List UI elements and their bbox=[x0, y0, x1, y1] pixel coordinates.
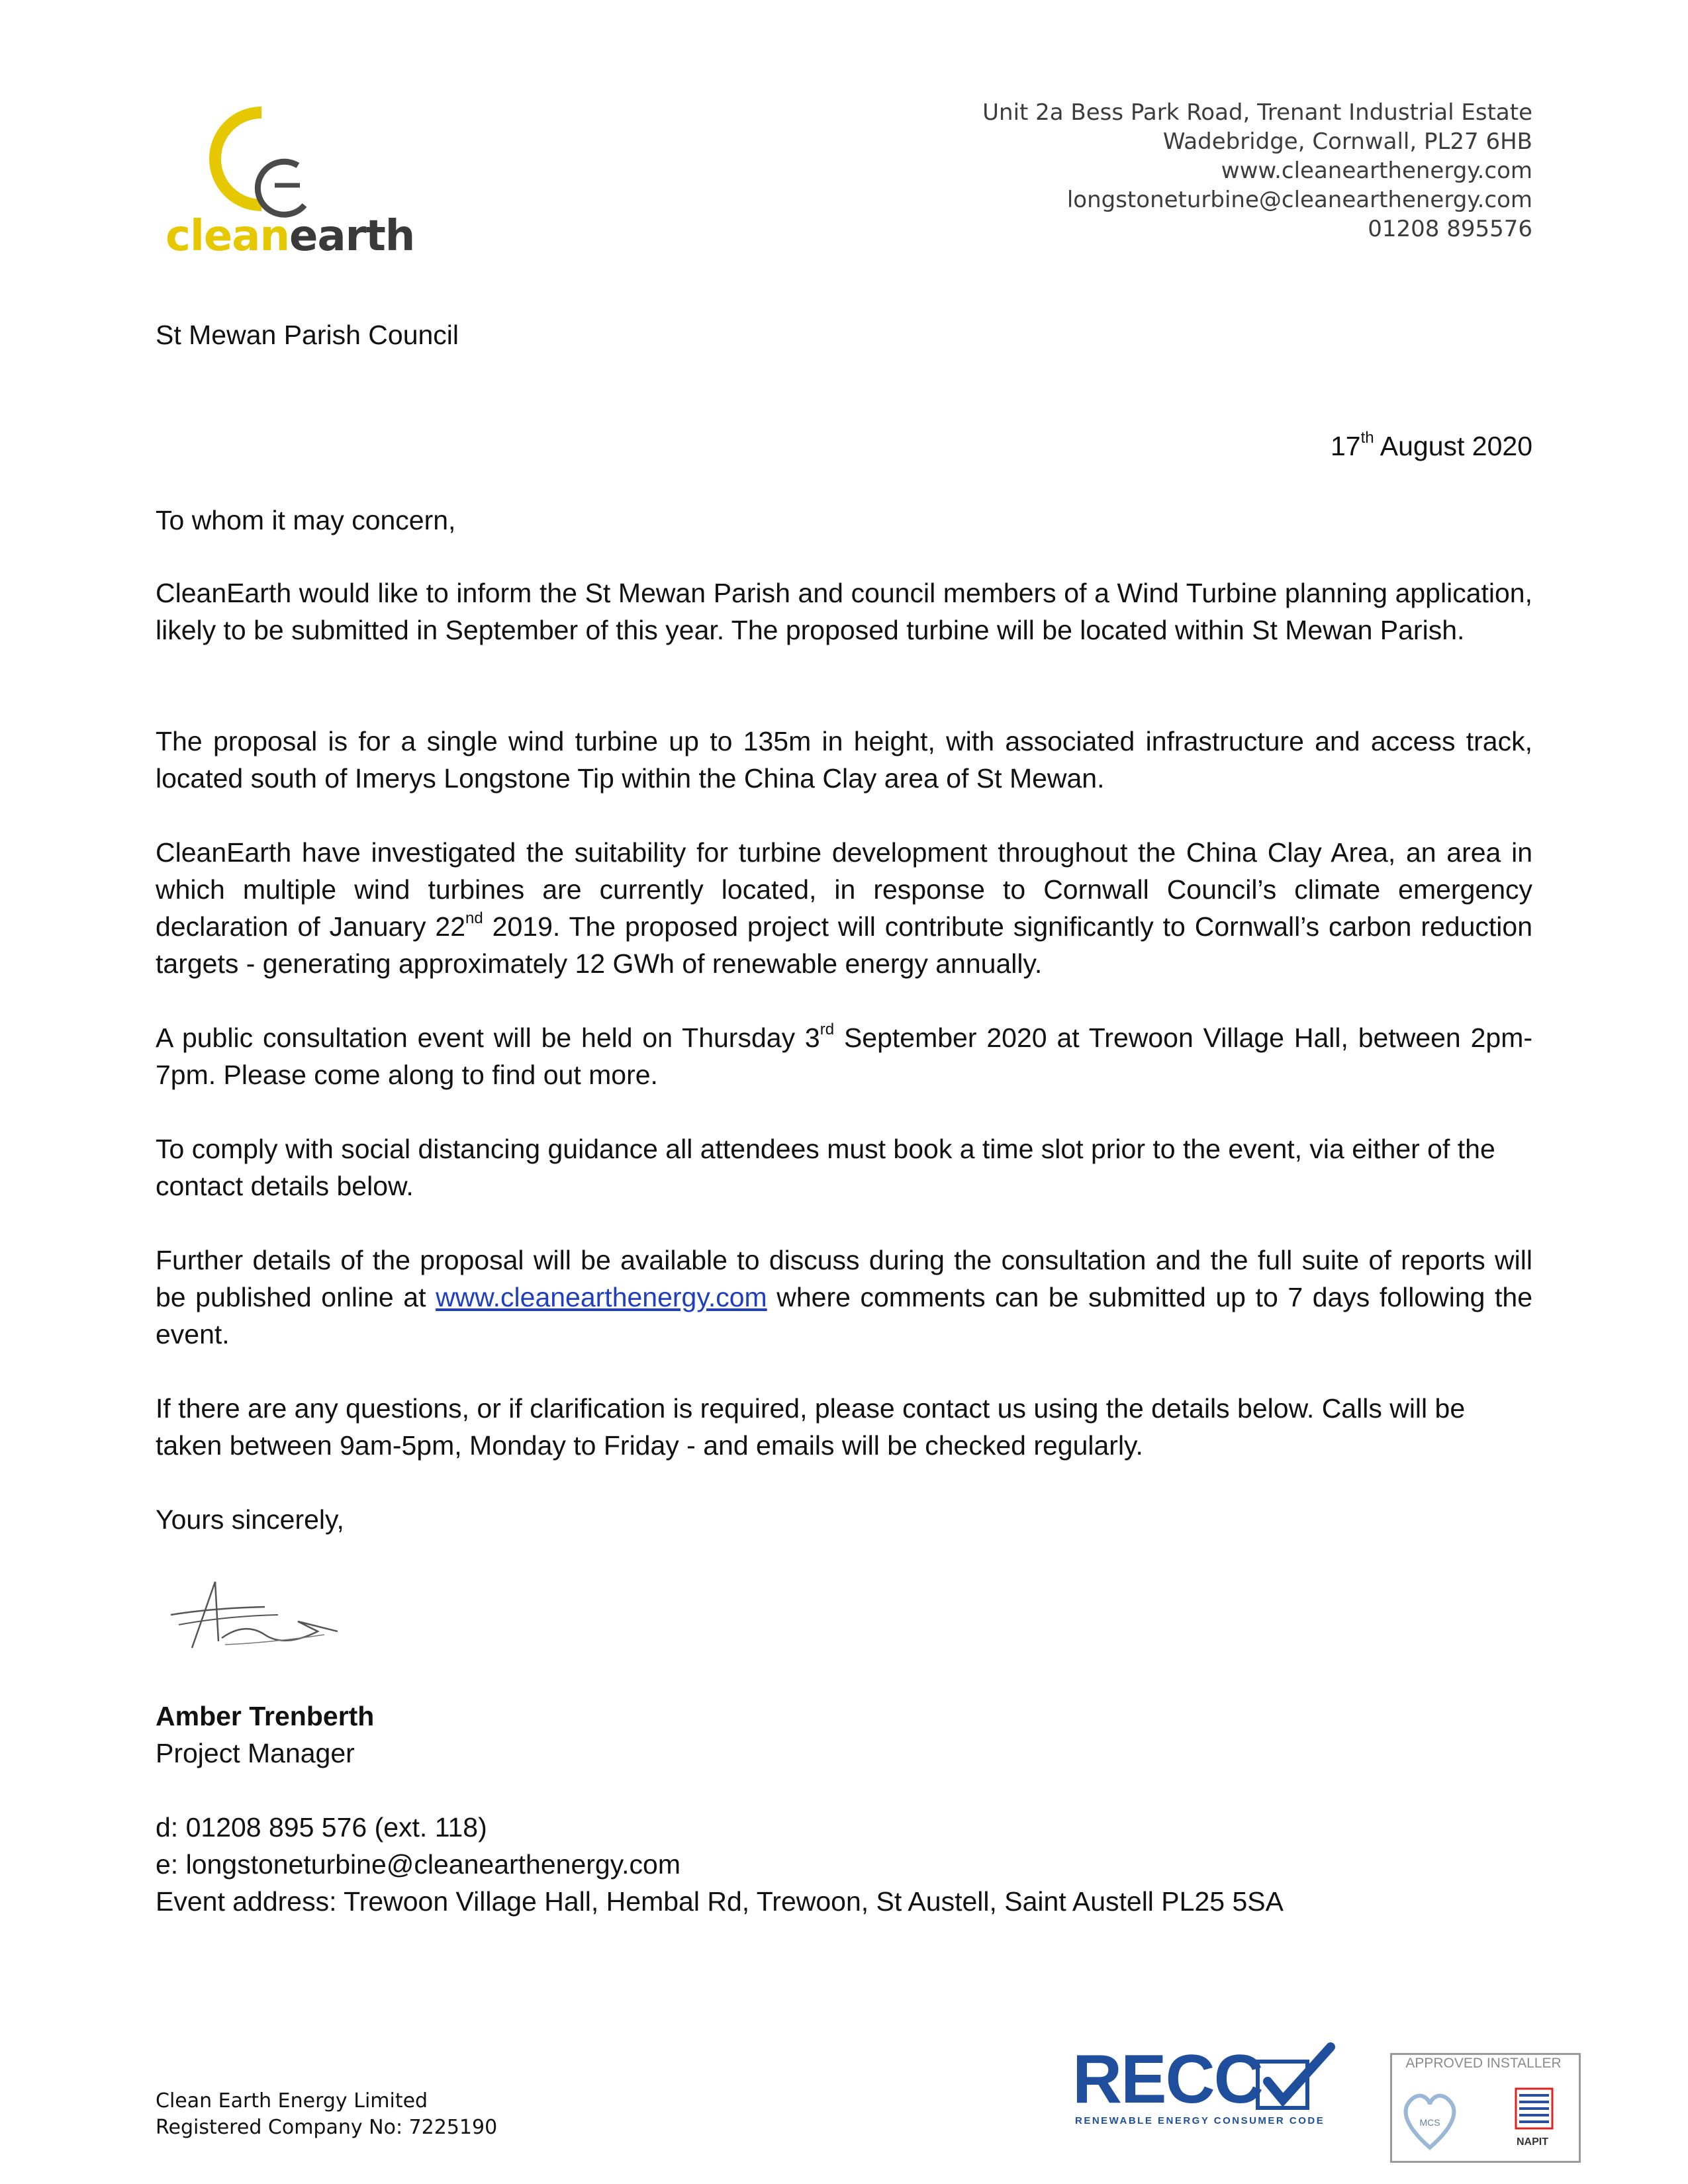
footer-company-info bbox=[156, 2088, 497, 2141]
logo-wordmark: cleanearth bbox=[165, 212, 415, 261]
paragraph-proposal: The proposal is for a single wind turbine up to 135m in height, with associated infrastructure and access track, located south of Imerys Longstone Tip within the China Clay area of St Mewan. bbox=[156, 726, 1532, 794]
address-line: Unit 2a Bess Park Road, Trenant Industrial Estate bbox=[982, 99, 1532, 126]
address-line: Wadebridge, Cornwall, PL27 6HB bbox=[1162, 128, 1532, 155]
signer-name: Amber Trenberth bbox=[156, 1701, 375, 1731]
signature-image bbox=[165, 1569, 344, 1668]
company-name: Clean Earth Energy Limited bbox=[156, 2089, 428, 2113]
website-line: www.cleanearthenergy.com bbox=[1221, 158, 1532, 184]
signer-title: Project Manager bbox=[156, 1738, 355, 1768]
website-link[interactable]: www.cleanearthenergy.com bbox=[436, 1282, 767, 1312]
recc-tagline: RENEWABLE ENERGY CONSUMER CODE bbox=[1075, 2115, 1325, 2126]
mcs-heart-icon bbox=[1397, 2078, 1463, 2156]
closing: Yours sincerely, bbox=[156, 1504, 344, 1535]
paragraph-social-distancing: To comply with social distancing guidance all attendees must book a time slot prior to the event, via either of the contact details below. bbox=[156, 1134, 1495, 1201]
salutation: To whom it may concern, bbox=[156, 505, 456, 535]
email-line: longstoneturbine@cleanearthenergy.com bbox=[1066, 187, 1532, 213]
registered-company-number: Registered Company No: 7225190 bbox=[156, 2116, 498, 2139]
svg-text:NAPIT: NAPIT bbox=[1517, 2136, 1548, 2148]
checkmark-icon bbox=[1244, 2042, 1337, 2115]
svg-text:MCS: MCS bbox=[1419, 2117, 1440, 2128]
paragraph-intro: CleanEarth would like to inform the St Mewan Parish and council members of a Wind Turbine planning application, likely to be submitted in September of this year. The proposed turbine will be located within St Mewan Parish. bbox=[156, 578, 1532, 645]
letter-date: 17th August 2020 bbox=[1331, 429, 1532, 461]
recipient: St Mewan Parish Council bbox=[156, 320, 459, 350]
paragraph-consultation-event: A public consultation event will be held on Thursday 3rd September 2020 at Trewoon Village Hall, between 2pm-7pm. Please come along to find out more. bbox=[156, 1021, 1533, 1090]
sender-address-block bbox=[982, 98, 1532, 244]
contact-phone: d: 01208 895 576 (ext. 118) bbox=[156, 1812, 487, 1843]
contact-email: e: longstoneturbine@cleanearthenergy.com bbox=[156, 1849, 681, 1880]
paragraph-further-details: Further details of the proposal will be available to discuss during the consultation and the full suite of reports will be published online at www.cleanearthenergy.com where comments can be submitted up to 7 days following the event. bbox=[156, 1245, 1532, 1349]
napit-icon bbox=[1503, 2082, 1562, 2155]
phone-line: 01208 895576 bbox=[1368, 216, 1532, 242]
badge-title: APPROVED INSTALLER bbox=[1405, 2056, 1562, 2071]
event-address: Event address: Trewoon Village Hall, Hembal Rd, Trewoon, St Austell, Saint Austell PL25 5SA bbox=[156, 1886, 1284, 1917]
recc-logo-text: RECC bbox=[1072, 2041, 1262, 2118]
paragraph-investigation: CleanEarth have investigated the suitability for turbine development throughout the China Clay Area, an area in which multiple wind turbines are currently located, in response to Cornwall Council’s climate emergency declaration of January 22nd 2019. The proposed project will contribute significantly to Cornwall’s carbon reduction targets - generating approximately 12 GWh of renewable energy annually. bbox=[156, 837, 1532, 979]
paragraph-questions: If there are any questions, or if clarification is required, please contact us using the details below. Calls will be taken between 9am-5pm, Monday to Friday - and emails will be checked regularly. bbox=[156, 1393, 1466, 1461]
